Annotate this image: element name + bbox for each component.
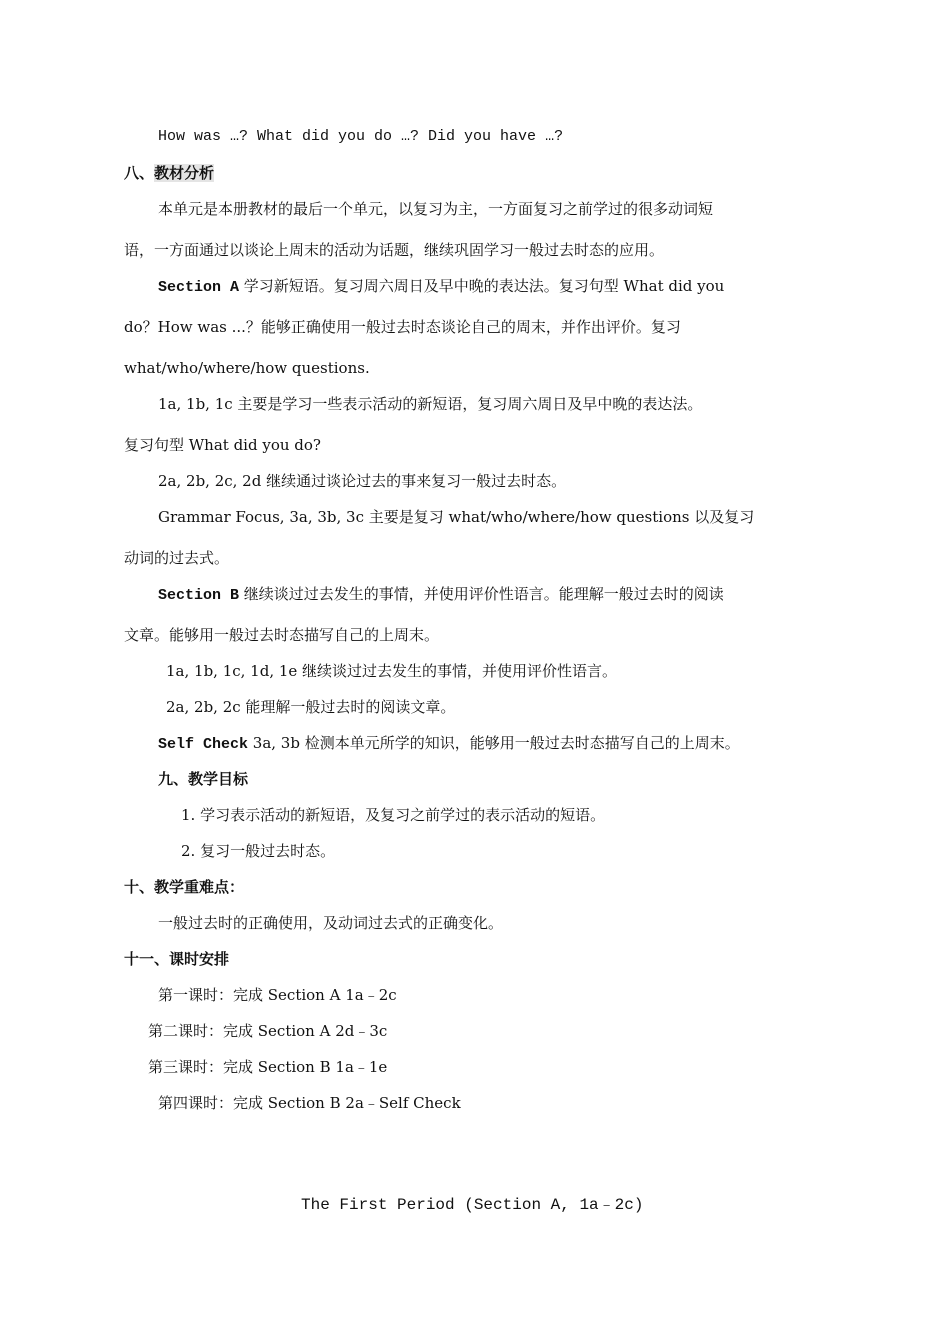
section-b-1a: 1a, 1b, 1c, 1d, 1e 继续谈过过去发生的事情，并使用评价性语言。 <box>166 662 618 680</box>
section-b-line1 <box>158 584 724 606</box>
period-2: 第二课时：完成 Section A 2d﹣3c <box>148 1022 388 1040</box>
section-9-heading: 九、教学目标 <box>158 770 249 788</box>
section-10-heading: 十、教学重难点： <box>124 878 245 896</box>
section-a-1a-line2: 复习句型 What did you do? <box>124 436 321 454</box>
self-check-text: 3a, 3b 检测本单元所学的知识，能够用一般过去时态描写自己的上周末。 <box>248 734 740 752</box>
self-check-label: Self Check <box>158 736 249 753</box>
section-8-title: 教材分析 <box>154 164 215 182</box>
section-a-label: Section A <box>158 279 240 296</box>
section-b-line2: 文章。能够用一般过去时态描写自己的上周末。 <box>124 626 440 644</box>
analysis-para1-line1: 本单元是本册教材的最后一个单元，以复习为主，一方面复习之前学过的很多动词短 <box>158 200 714 218</box>
section-8-number: 八、 <box>124 164 155 182</box>
period-4: 第四课时：完成 Section B 2a﹣Self Check <box>158 1094 461 1112</box>
goal-item-2: 2. 复习一般过去时态。 <box>181 842 336 860</box>
period-1: 第一课时：完成 Section A 1a﹣2c <box>158 986 397 1004</box>
section-a-1a-line1: 1a, 1b, 1c 主要是学习一些表示活动的新短语，复习周六周日及早中晚的表达法。 <box>158 395 703 413</box>
period-3: 第三课时：完成 Section B 1a﹣1e <box>148 1058 388 1076</box>
grammar-focus-line1: Grammar Focus, 3a, 3b, 3c 主要是复习 what/who/where/how questions 以及复习 <box>158 508 755 526</box>
section-11-heading: 十一、课时安排 <box>124 950 230 968</box>
self-check-line <box>158 733 740 755</box>
review-questions: How was …? What did you do …? Did you have …? <box>158 128 564 145</box>
section-b-2a: 2a, 2b, 2c 能理解一般过去时的阅读文章。 <box>166 698 456 716</box>
goal-item-1: 1. 学习表示活动的新短语，及复习之前学过的表示活动的短语。 <box>181 806 606 824</box>
section-b-label: Section B <box>158 587 240 604</box>
grammar-focus-line2: 动词的过去式。 <box>124 549 230 567</box>
section-a-line1 <box>158 276 724 298</box>
first-period-title: The First Period (Section A, 1a﹣2c) <box>301 1196 644 1214</box>
section-8-heading <box>124 163 214 183</box>
section-a-text: 学习新短语。复习周六周日及早中晚的表达法。复习句型 What did you <box>239 277 725 295</box>
section-b-text: 继续谈过过去发生的事情，并使用评价性语言。能理解一般过去时的阅读 <box>239 585 724 603</box>
section-a-line3: what/who/where/how questions. <box>124 359 370 377</box>
section-a-2a: 2a, 2b, 2c, 2d 继续通过谈论过去的事来复习一般过去时态。 <box>158 472 567 490</box>
section-a-line2: do？How was ...？能够正确使用一般过去时态谈论自己的周末，并作出评价。复习 <box>124 318 681 336</box>
analysis-para1-line2: 语，一方面通过以谈论上周末的活动为话题，继续巩固学习一般过去时态的应用。 <box>124 241 665 259</box>
key-points-text: 一般过去时的正确使用，及动词过去式的正确变化。 <box>158 914 504 932</box>
